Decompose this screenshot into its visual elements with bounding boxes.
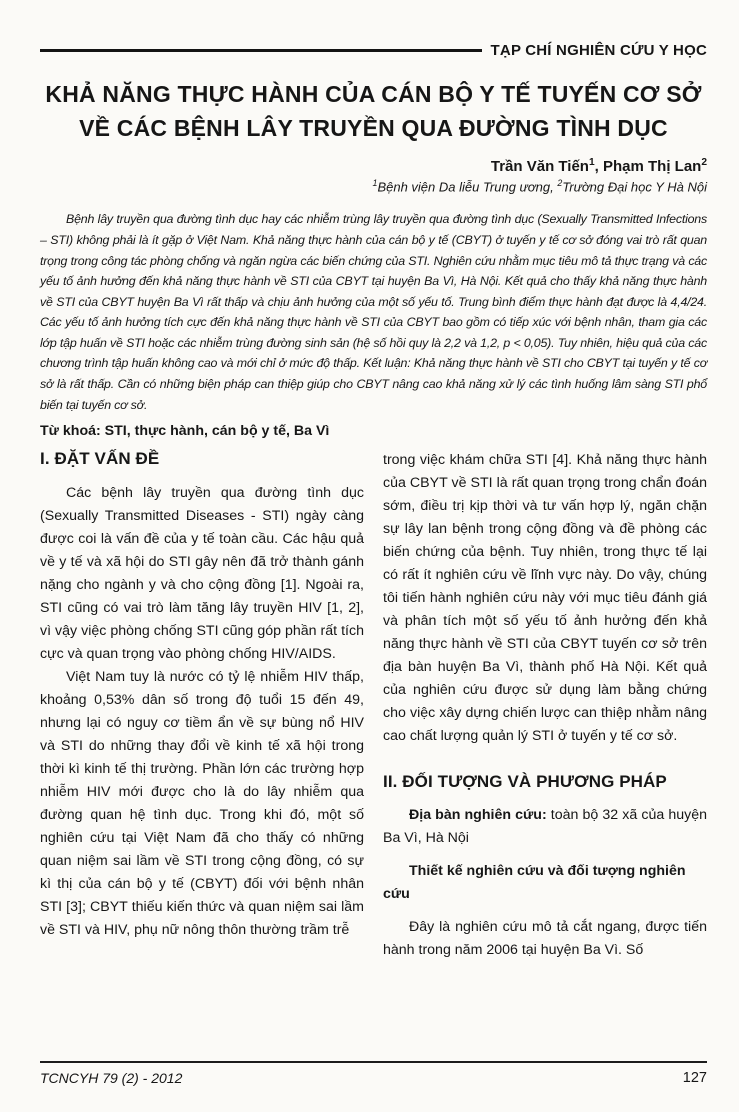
affiliation-1-marker: 1 — [372, 178, 378, 188]
affiliation-separator: , — [550, 179, 558, 195]
journal-name: TẠP CHÍ NGHIÊN CỨU Y HỌC — [490, 42, 707, 59]
affiliation-2-marker: 2 — [557, 178, 563, 188]
intro-paragraph-3: trong việc khám chữa STI [4]. Khả năng thực hành của CBYT về STI là rất quan trọng trong chẩn đoán sớm, điều trị kịp thời và tư vấn hợp lý, ngăn chặn sự lây lan bệnh trong cộng đồng và đề phòng các biến chứng của bệnh. Tuy nhiên, trong thực tế lại có rất ít nghiên cứu về lĩnh vực này. Do vậy, chúng tôi tiến hành nghiên cứu này với mục tiêu đánh giá và phân tích một số yếu tố ảnh hưởng đến khả năng thực hành về STI của CBYT tuyến cơ sở trên địa bàn huyện Ba Vì, thành phố Hà Nội. Kết quả của nghiên cứu được sử dụng làm bằng chứng cho việc xây dựng chiến lược can thiệp nhằm nâng cao chất lượng quản lý STI ở tuyến y tế cơ sở. — [383, 452, 707, 745]
left-column — [40, 449, 364, 962]
affiliation-line — [40, 178, 707, 194]
study-area-label: Địa bàn nghiên cứu: — [409, 807, 547, 824]
header-rule — [40, 49, 482, 52]
affiliation-1-text: Bệnh viện Da liễu Trung ương — [377, 179, 551, 195]
abstract-paragraph: Bệnh lây truyền qua đường tình dục hay các nhiễm trùng lây truyền qua đường tình dục (Sexually Transmitted Infections – STI) không phải là ít gặp ở Việt Nam. Khả năng thực hành của cán bộ y tế (CBYT) ở tuyến y tế cơ sở đóng vai trò rất quan trọng trong công tác phòng chống và ngăn ngừa các biến chứng của STI. Nghiên cứu nhằm mục tiêu mô tả thực trạng và các yếu tố ảnh hưởng đến khả năng thực hành về STI của CBYT tại huyện Ba Vì, Hà Nội. Kết quả cho thấy khả năng thực hành về STI của CBYT huyện Ba Vì rất thấp và chịu ảnh hưởng của một số yếu tố. Trung bình điểm thực hành đạt được là 4,4/24. Các yếu tố ảnh hưởng tích cực đến khả năng thực hành về STI của CBYT bao gồm có tiếp xúc với bệnh nhân, tham gia các lớp tập huấn về STI hoặc các nhiễm trùng đường sinh sản (hệ số hồi quy là 2,2 và 1,2, p < 0,05). Tuy nhiên, hiệu quả của các chương trình tập huấn không cao và mới chỉ ở mức độ thấp. Kết luận: Khả năng thực hành về STI cho CBYT tại tuyến y tế cơ sở là rất thấp. Cần có những biện pháp can thiệp giúp cho CBYT nâng cao khả năng xử lý các tình huống lâm sàng STI phổ biến tại tuyến cơ sở. — [40, 212, 707, 412]
study-area-text: toàn bộ 32 xã của huyện Ba Vì, Hà Nội — [383, 807, 707, 847]
authors-separator: , — [594, 158, 603, 175]
keywords-line: Từ khoá: STI, thực hành, cán bộ y tế, Ba Vì — [40, 423, 330, 440]
article-title-line1: KHẢ NĂNG THỰC HÀNH CỦA CÁN BỘ Y TẾ TUYẾN CƠ SỞ — [45, 81, 702, 107]
intro-paragraph-2: Việt Nam tuy là nước có tỷ lệ nhiễm HIV thấp, khoảng 0,53% dân số trong độ tuổi 15 đến 49, nhưng lại có nguy cơ tiềm ẩn về sự bùng nổ HIV và STI do những thay đổi về kinh tế xã hội trong thời kì kinh tế thị trường. Phần lớn các trường hợp nhiễm HIV mới được cho là do lây nhiễm qua đường quan hệ tình dục. Trong khi đó, một số nghiên cứu tại Việt Nam đã cho thấy có những quan niệm sai lầm về STI trong cộng đồng, có sự kì thị của cán bộ y tế (CBYT) đối với bệnh nhân STI [3]; CBYT thiếu kiến thức và quan niệm sai lầm về STI và HIV, phụ nữ nông thôn thường trầm trễ — [40, 669, 364, 939]
section-heading-methods: II. ĐỐI TƯỢNG VÀ PHƯƠNG PHÁP — [383, 772, 667, 792]
design-subheading: Thiết kế nghiên cứu và đối tượng nghiên cứu — [383, 863, 686, 903]
author-1-name: Trần Văn Tiến — [490, 158, 589, 175]
design-paragraph: Đây là nghiên cứu mô tả cắt ngang, được tiến hành trong năm 2006 tại huyện Ba Vì. Số — [383, 919, 707, 959]
author-2-affiliation-ref: 2 — [701, 157, 707, 168]
author-2-name: Phạm Thị Lan — [602, 158, 702, 175]
intro-paragraph-1: Các bệnh lây truyền qua đường tình dục (Sexually Transmitted Diseases - STI) ngày càng được coi là vấn đề của y tế toàn cầu. Các hậu quả về y tế và xã hội do STI gây nên đã trở thành gánh nặng cho ngành y và cho cộng đồng [1]. Ngoài ra, STI cũng có vai trò làm tăng lây truyền HIV [1, 2], vì vậy việc phòng chống STI cũng góp phần rất tích cực và quan trọng vào phòng chống HIV/AIDS. — [40, 485, 364, 663]
section-heading-intro: I. ĐẶT VẤN ĐỀ — [40, 449, 160, 469]
study-area-paragraph — [383, 804, 707, 850]
article-title-line2: VỀ CÁC BỆNH LÂY TRUYỀN QUA ĐƯỜNG TÌNH DỤC — [79, 115, 668, 141]
affiliation-2-text: Trường Đại học Y Hà Nội — [562, 179, 707, 195]
page-footer — [40, 1061, 707, 1086]
right-column — [383, 449, 707, 962]
article-title — [40, 77, 707, 145]
authors-line — [40, 157, 707, 175]
author-1-affiliation-ref: 1 — [588, 157, 595, 168]
footer-citation: TCNCYH 79 (2) - 2012 — [40, 1070, 183, 1086]
journal-header — [40, 42, 707, 59]
page-number: 127 — [682, 1070, 707, 1086]
article-columns — [40, 449, 707, 962]
